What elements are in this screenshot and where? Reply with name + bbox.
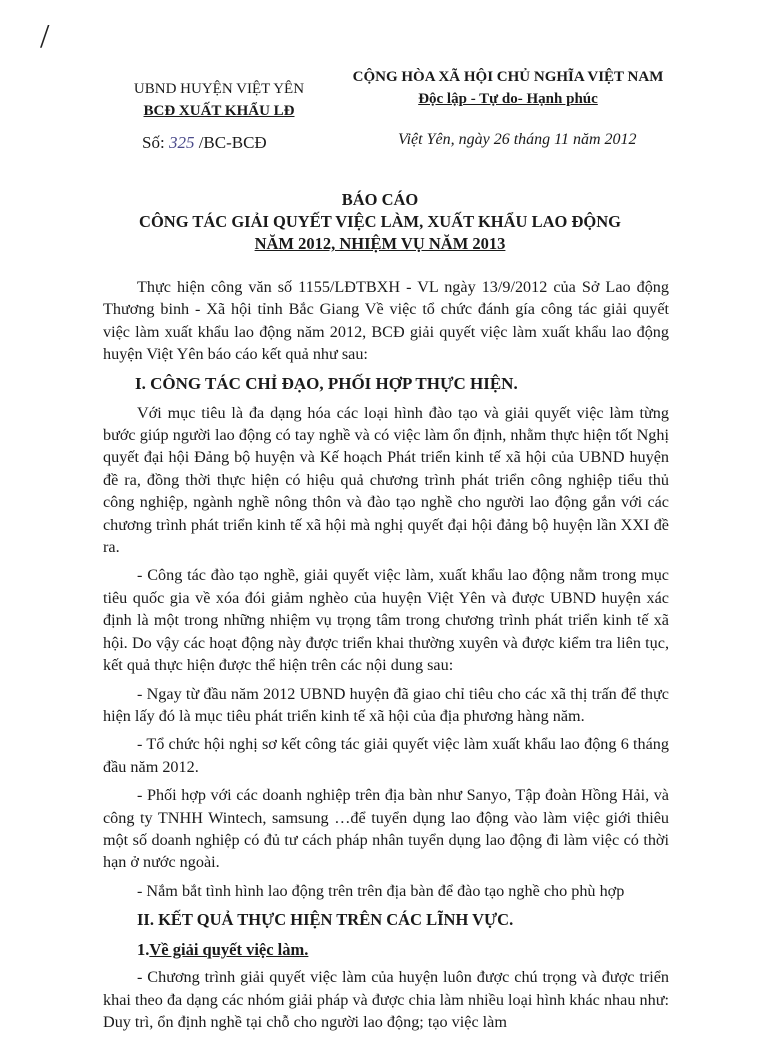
section-2-heading: II. KẾT QUẢ THỰC HIỆN TRÊN CÁC LĨNH VỰC. — [137, 910, 514, 930]
report-body — [103, 276, 669, 1039]
title-line-3: NĂM 2012, NHIỆM VỤ NĂM 2013 — [254, 234, 506, 253]
paragraph-5: - Phối hợp với các doanh nghiệp trên địa bàn như Sanyo, Tập đoàn Hồng Hải, và công ty TNHH Wintech, samsung …để tuyển dụng lao động vào làm việc giới thiêu một số doanh nghiệp có đủ tư cách pháp nhân tuyển dụng lao động đi làm việc có thời hạn ở nước ngoài. — [103, 786, 669, 872]
paragraph-3: - Ngay từ đầu năm 2012 UBND huyện đã giao chỉ tiêu cho các xã thị trấn để thực hiện lấy đó là mục tiêu phát triển kinh tế xã hội của địa phương hàng năm. — [103, 684, 669, 725]
date-suffix: tháng 11 năm 2012 — [509, 131, 637, 148]
issuing-agency — [104, 78, 334, 122]
agency-name: UBND HUYỆN VIỆT YÊN — [133, 81, 305, 97]
agency-department: BCĐ XUẤT KHẨU LĐ — [143, 103, 295, 119]
title-line-2: CÔNG TÁC GIẢI QUYẾT VIỆC LÀM, XUẤT KHẨU LAO ĐỘNG — [139, 212, 621, 231]
national-title: CỘNG HÒA XÃ HỘI CHỦ NGHĨA VIỆT NAM — [352, 69, 664, 85]
paragraph-6: - Nắm bắt tình hình lao động trên trên địa bàn để đào tạo nghề cho phù hợp — [137, 881, 625, 900]
document-number-prefix: Số: — [142, 133, 169, 152]
handwritten-mark: / — [40, 18, 50, 55]
document-date — [398, 131, 637, 149]
report-title — [100, 189, 660, 255]
intro-paragraph: Thực hiện công văn số 1155/LĐTBXH - VL ngày 13/9/2012 của Sở Lao động Thương binh - Xã hội tỉnh Bắc Giang Về việc tổ chức đánh gía công tác giải quyết việc làm xuất khẩu lao động năm 2012, BCĐ giải quyết việc làm xuất khẩu lao động huyện Việt Yên báo cáo kết quả như sau: — [103, 278, 669, 364]
national-motto: Độc lập - Tự do- Hạnh phúc — [418, 91, 598, 107]
section-1-heading: I. CÔNG TÁC CHỈ ĐẠO, PHỐI HỢP THỰC HIỆN. — [135, 373, 518, 393]
subsection-1-number: 1. — [137, 940, 150, 960]
date-prefix: Việt Yên, ngày — [398, 131, 494, 148]
document-number — [142, 133, 267, 153]
national-header — [318, 66, 698, 110]
subsection-1-title: Về giải quyết việc làm. — [149, 940, 309, 960]
subsection-1-heading — [137, 938, 669, 962]
document-number-suffix: /BC-BCĐ — [194, 133, 267, 152]
paragraph-4: - Tổ chức hội nghị sơ kết công tác giải quyết việc làm xuất khẩu lao động 6 tháng đầu năm 2012. — [103, 735, 669, 776]
date-day: 26 — [493, 131, 510, 148]
title-line-1: BÁO CÁO — [341, 190, 419, 209]
paragraph-2: - Công tác đào tạo nghề, giải quyết việc làm, xuất khẩu lao động nằm trong mục tiêu quốc gia về xóa đói giảm nghèo của huyện Việt Yên và được UBND huyện xác định là một trong những nhiệm vụ trọng tâm trong chương trình phát triển kinh tế xã hội. Do vậy các hoạt động này được triển khai thường xuyên và được kiểm tra liên tục, kết quả thực hiện được thể hiện trên các nội dung sau: — [103, 566, 669, 675]
document-number-value: 325 — [168, 133, 195, 152]
paragraph-7: - Chương trình giải quyết việc làm của huyện luôn được chú trọng và được triển khai theo đa dạng các nhóm giải pháp và được chia làm nhiều loại hình khác nhau như: Duy trì, ổn định nghề tại chỗ cho người lao động; tạo việc làm — [103, 968, 669, 1031]
paragraph-1: Với mục tiêu là đa dạng hóa các loại hình đào tạo và giải quyết việc làm từng bước giúp người lao động có tay nghề và có việc làm ổn định, nhằm thực hiện tốt Nghị quyết đại hội Đảng bộ huyện và Kế hoạch Phát triển kinh tế xã hội của UBND huyện đề ra, đồng thời thực hiện có hiệu quả chương trình phát triển công nghiệp tiểu thủ công nghiệp, ngành nghề nông thôn và đào tạo nghề cho người lao động gắn với các chương trình phát triển kinh tế xã hội mà nghị quyết đại hội đảng bộ huyện lần XXI đề ra. — [103, 403, 669, 557]
